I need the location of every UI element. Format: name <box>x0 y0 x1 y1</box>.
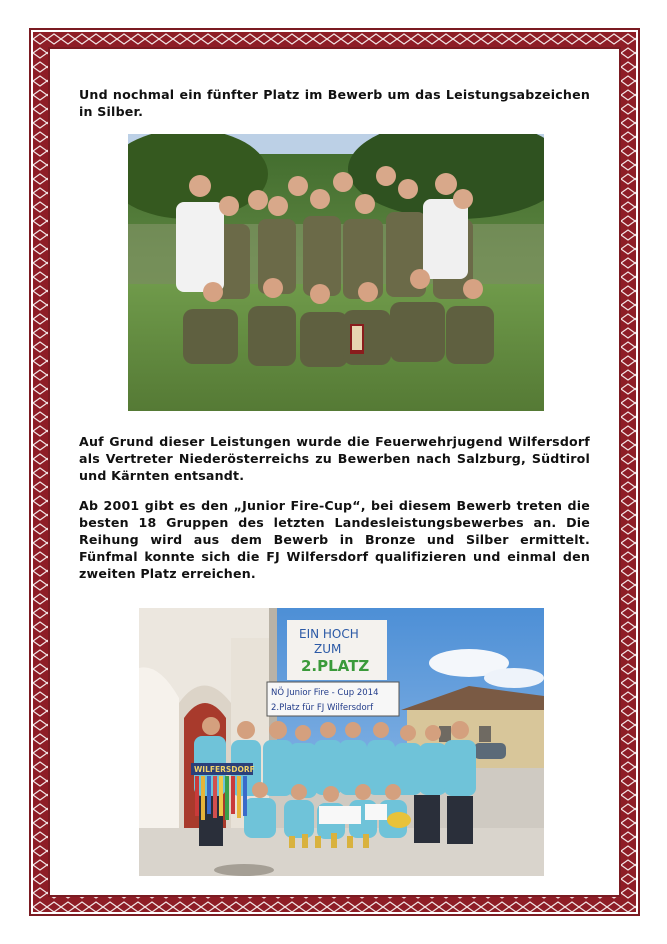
flag-text: WILFERSDORF <box>194 765 255 774</box>
group-photo-1 <box>128 134 544 411</box>
banner-line-2: ZUM <box>314 642 342 656</box>
banner-line-3: 2.PLATZ <box>301 657 370 675</box>
text-block-2 <box>79 433 590 484</box>
banner-line-1: EIN HOCH <box>299 627 359 641</box>
sign-line-2: 2.Platz für FJ Wilfersdorf <box>271 703 374 713</box>
paragraph-1: Und nochmal ein fünfter Platz im Bewerb um das Leistungsabzeichen in Silber. <box>79 87 590 119</box>
paragraph-2: Auf Grund dieser Leistungen wurde die Feuerwehrjugend Wilfersdorf als Vertreter Niederösterreichs zu Bewerben nach Salzburg, Südtirol und Kärnten entsandt. <box>79 434 590 483</box>
text-block-1 <box>79 86 590 120</box>
sign-line-1: NÖ Junior Fire - Cup 2014 <box>271 688 379 698</box>
group-photo-2 <box>139 608 544 876</box>
paragraph-3: Ab 2001 gibt es den „Junior Fire-Cup“, bei diesem Bewerb treten die besten 18 Gruppen des letzten Landesleistungsbewerbes an. Die Reihung wird aus dem Bewerb in Bronze und Silber ermittelt. Fünfmal konnte sich die FJ Wilfersdorf qualifizieren und einmal den zweiten Platz erreichen. <box>79 498 590 581</box>
text-block-3 <box>79 497 590 582</box>
